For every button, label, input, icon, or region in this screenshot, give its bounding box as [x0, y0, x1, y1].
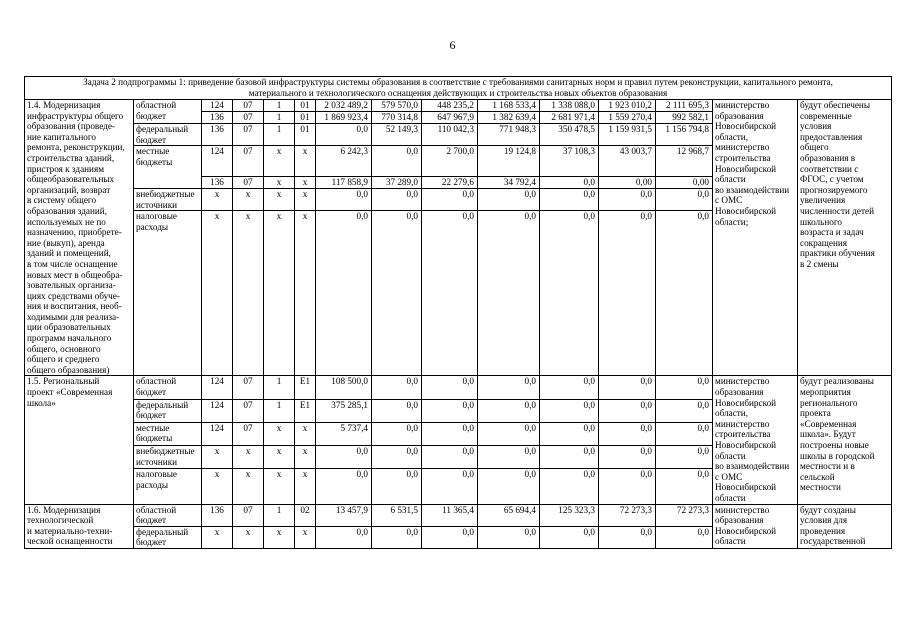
amount-cell: 0,0 — [316, 445, 372, 468]
amount-cell: 0,00 — [656, 177, 713, 189]
amount-cell: 579 570,0 — [372, 100, 422, 112]
code-cell-c3: x — [264, 469, 295, 505]
amount-cell: 0,0 — [316, 526, 372, 548]
executor: министерство образования Новосибирской области, министерство строительства Новосибирской области во взаимодействии с ОМС Новосибирской области; — [713, 100, 798, 376]
amount-cell: 12 968,7 — [656, 146, 713, 177]
code-cell-c1: 124 — [202, 100, 233, 112]
table-row — [25, 376, 892, 399]
code-cell-c3: x — [264, 526, 295, 548]
funding-source: областной бюджет — [134, 376, 202, 399]
amount-cell: 0,0 — [372, 146, 422, 177]
code-cell-c2: 07 — [233, 177, 264, 189]
amount-cell: 22 279,6 — [422, 177, 478, 189]
funding-source: налоговые расходы — [134, 211, 202, 376]
amount-cell: 6 531,5 — [372, 504, 422, 526]
expected-result: будут реализованы мероприятия регионального проекта «Современная школа». Будут построены новые школы в городской местности и в сельской местности — [798, 376, 892, 504]
amount-cell: 0,0 — [656, 469, 713, 505]
amount-cell: 13 457,9 — [316, 504, 372, 526]
code-cell-c1: x — [202, 445, 233, 468]
code-cell-c4: x — [295, 445, 316, 468]
amount-cell: 0,0 — [599, 422, 656, 445]
code-cell-c1: x — [202, 469, 233, 505]
code-cell-c3: x — [264, 422, 295, 445]
amount-cell: 34 792,4 — [478, 177, 540, 189]
amount-cell: 1 382 639,4 — [478, 112, 540, 124]
code-cell-c1: x — [202, 189, 233, 211]
amount-cell: 0,0 — [422, 211, 478, 376]
amount-cell: 0,0 — [422, 469, 478, 505]
expected-result: будут обеспечены современные условия предоставления общего образования в соответствии с ФГОС, с учетом прогнозируемого увеличения численности детей школьного возраста и задач сокращения практики обучения в 2 смены — [798, 100, 892, 376]
amount-cell: 0,0 — [422, 376, 478, 399]
amount-cell: 0,0 — [372, 189, 422, 211]
code-cell-c1: 136 — [202, 504, 233, 526]
code-cell-c3: 1 — [264, 124, 295, 146]
amount-cell: 0,0 — [422, 526, 478, 548]
code-cell-c1: 124 — [202, 376, 233, 399]
amount-cell: 0,0 — [422, 422, 478, 445]
amount-cell: 0,0 — [372, 399, 422, 422]
code-cell-c2: 07 — [233, 504, 264, 526]
amount-cell: 0,0 — [599, 526, 656, 548]
amount-cell: 0,0 — [656, 422, 713, 445]
funding-source: федеральный бюджет — [134, 526, 202, 548]
amount-cell: 0,0 — [422, 445, 478, 468]
task-title-row — [25, 77, 892, 100]
task-title-line1: Задача 2 подпрограммы 1: приведение базовой инфраструктуры системы образования в соответствие с требованиями санитарных норм и правил путем реконструкции, капитального ремонта, — [83, 77, 833, 87]
code-cell-c2: 07 — [233, 124, 264, 146]
code-cell-c1: 136 — [202, 124, 233, 146]
code-cell-c2: 07 — [233, 100, 264, 112]
code-cell-c1: 124 — [202, 422, 233, 445]
amount-cell: 0,0 — [478, 399, 540, 422]
code-cell-c2: x — [233, 211, 264, 376]
amount-cell: 65 694,4 — [478, 504, 540, 526]
code-cell-c1: 136 — [202, 177, 233, 189]
amount-cell: 1 159 931,5 — [599, 124, 656, 146]
amount-cell: 0,0 — [656, 526, 713, 548]
amount-cell: 2 032 489,2 — [316, 100, 372, 112]
code-cell-c4: E1 — [295, 376, 316, 399]
program-table — [24, 76, 892, 549]
code-cell-c4: x — [295, 526, 316, 548]
code-cell-c2: x — [233, 469, 264, 505]
code-cell-c4: x — [295, 177, 316, 189]
code-cell-c3: x — [264, 211, 295, 376]
code-cell-c3: x — [264, 445, 295, 468]
task-title — [25, 77, 892, 100]
funding-source: областной бюджет — [134, 504, 202, 526]
funding-source: внебюджетные источники — [134, 445, 202, 468]
amount-cell: 0,0 — [540, 422, 599, 445]
amount-cell: 0,0 — [540, 189, 599, 211]
funding-source: внебюджетные источники — [134, 189, 202, 211]
funding-source: областной бюджет — [134, 100, 202, 124]
code-cell-c2: 07 — [233, 376, 264, 399]
code-cell-c3: x — [264, 146, 295, 177]
amount-cell: 0,0 — [540, 445, 599, 468]
amount-cell: 0,0 — [478, 376, 540, 399]
amount-cell: 0,0 — [599, 211, 656, 376]
amount-cell: 0,0 — [656, 189, 713, 211]
amount-cell: 0,0 — [478, 469, 540, 505]
amount-cell: 0,0 — [422, 399, 478, 422]
code-cell-c3: 1 — [264, 376, 295, 399]
expected-result: будут созданы условия для проведения государственной — [798, 504, 892, 548]
amount-cell: 0,0 — [540, 376, 599, 399]
code-cell-c4: x — [295, 146, 316, 177]
funding-source: федеральный бюджет — [134, 399, 202, 422]
amount-cell: 992 582,1 — [656, 112, 713, 124]
amount-cell: 52 149,3 — [372, 124, 422, 146]
amount-cell: 0,0 — [540, 177, 599, 189]
code-cell-c4: 02 — [295, 504, 316, 526]
amount-cell: 110 042,3 — [422, 124, 478, 146]
code-cell-c3: 1 — [264, 399, 295, 422]
amount-cell: 1 923 010,2 — [599, 100, 656, 112]
amount-cell: 0,0 — [540, 211, 599, 376]
code-cell-c4: E1 — [295, 399, 316, 422]
amount-cell: 6 242,3 — [316, 146, 372, 177]
funding-source: местные бюджеты — [134, 422, 202, 445]
code-cell-c2: x — [233, 526, 264, 548]
code-cell-c4: x — [295, 189, 316, 211]
table-row — [25, 504, 892, 526]
funding-source: федеральный бюджет — [134, 124, 202, 146]
code-cell-c2: 07 — [233, 146, 264, 177]
amount-cell: 37 289,0 — [372, 177, 422, 189]
amount-cell: 0,0 — [478, 445, 540, 468]
amount-cell: 0,0 — [656, 376, 713, 399]
code-cell-c2: 07 — [233, 422, 264, 445]
amount-cell: 0,0 — [540, 469, 599, 505]
amount-cell: 72 273,3 — [599, 504, 656, 526]
code-cell-c1: x — [202, 526, 233, 548]
executor: министерство образования Новосибирской области — [713, 504, 798, 548]
code-cell-c4: x — [295, 422, 316, 445]
amount-cell: 770 314,8 — [372, 112, 422, 124]
code-cell-c1: 136 — [202, 112, 233, 124]
amount-cell: 0,0 — [316, 189, 372, 211]
code-cell-c3: 1 — [264, 112, 295, 124]
amount-cell: 448 235,2 — [422, 100, 478, 112]
measure-name: 1.4. Модернизация инфраструктуры общего образования (проведе- ние капитального ремонта, реконструкции, строительства зданий, пристроя к зданиям общеобразовательных организаций, возврат в систему общего образования зданий, используемых не по назначению, приобрете- ние (выкуп), аренда зданий и помещений, в том числе оснащение новых мест в общеобра- зовательных организа- циях средствами обуче- ния и воспитания, необ- ходимыми для реализа- ции образовательных программ начального общего, основного общего и среднего общего образования) — [25, 100, 134, 376]
page-number: 6 — [449, 38, 456, 52]
amount-cell: 19 124,8 — [478, 146, 540, 177]
amount-cell: 0,0 — [599, 399, 656, 422]
amount-cell: 0,0 — [478, 422, 540, 445]
amount-cell: 0,0 — [599, 189, 656, 211]
amount-cell: 0,0 — [599, 445, 656, 468]
amount-cell: 0,0 — [316, 124, 372, 146]
amount-cell: 0,0 — [540, 399, 599, 422]
task-title-line2: материального и технологического оснащения действующих и строительства новых объектов образования — [248, 88, 668, 98]
amount-cell: 0,0 — [478, 189, 540, 211]
amount-cell: 0,0 — [478, 526, 540, 548]
amount-cell: 0,0 — [599, 376, 656, 399]
amount-cell: 0,00 — [599, 177, 656, 189]
amount-cell: 43 003,7 — [599, 146, 656, 177]
amount-cell: 0,0 — [372, 526, 422, 548]
code-cell-c3: x — [264, 177, 295, 189]
code-cell-c3: 1 — [264, 504, 295, 526]
amount-cell: 5 737,4 — [316, 422, 372, 445]
amount-cell: 0,0 — [372, 211, 422, 376]
amount-cell: 0,0 — [372, 445, 422, 468]
amount-cell: 647 967,9 — [422, 112, 478, 124]
amount-cell: 11 365,4 — [422, 504, 478, 526]
amount-cell: 37 108,3 — [540, 146, 599, 177]
amount-cell: 771 948,3 — [478, 124, 540, 146]
amount-cell: 0,0 — [372, 376, 422, 399]
code-cell-c4: x — [295, 469, 316, 505]
amount-cell: 0,0 — [372, 422, 422, 445]
amount-cell: 125 323,3 — [540, 504, 599, 526]
amount-cell: 1 168 533,4 — [478, 100, 540, 112]
amount-cell: 0,0 — [656, 399, 713, 422]
code-cell-c3: x — [264, 189, 295, 211]
amount-cell: 2 700,0 — [422, 146, 478, 177]
funding-source: местные бюджеты — [134, 146, 202, 189]
code-cell-c1: 124 — [202, 146, 233, 177]
code-cell-c4: 01 — [295, 112, 316, 124]
code-cell-c2: 07 — [233, 112, 264, 124]
amount-cell: 72 273,3 — [656, 504, 713, 526]
amount-cell: 0,0 — [372, 469, 422, 505]
amount-cell: 0,0 — [540, 526, 599, 548]
code-cell-c2: x — [233, 189, 264, 211]
amount-cell: 350 478,5 — [540, 124, 599, 146]
code-cell-c4: 01 — [295, 100, 316, 112]
measure-name: 1.5. Региональный проект «Современная школа» — [25, 376, 134, 504]
amount-cell: 1 338 088,0 — [540, 100, 599, 112]
table-row — [25, 100, 892, 112]
amount-cell: 0,0 — [478, 211, 540, 376]
amount-cell: 2 111 695,3 — [656, 100, 713, 112]
amount-cell: 1 559 270,4 — [599, 112, 656, 124]
code-cell-c1: x — [202, 211, 233, 376]
amount-cell: 375 285,1 — [316, 399, 372, 422]
code-cell-c2: x — [233, 445, 264, 468]
amount-cell: 0,0 — [599, 469, 656, 505]
amount-cell: 1 869 923,4 — [316, 112, 372, 124]
code-cell-c4: x — [295, 211, 316, 376]
funding-source: налоговые расходы — [134, 469, 202, 505]
amount-cell: 0,0 — [316, 469, 372, 505]
amount-cell: 0,0 — [656, 211, 713, 376]
executor: министерство образования Новосибирской области, министерство строительства Новосибирской области во взаимодействии с ОМС Новосибирской области — [713, 376, 798, 504]
amount-cell: 117 858,9 — [316, 177, 372, 189]
code-cell-c3: 1 — [264, 100, 295, 112]
code-cell-c1: 124 — [202, 399, 233, 422]
amount-cell: 2 681 971,4 — [540, 112, 599, 124]
amount-cell: 0,0 — [422, 189, 478, 211]
code-cell-c4: 01 — [295, 124, 316, 146]
amount-cell: 0,0 — [656, 445, 713, 468]
measure-name: 1.6. Модернизация технологической и материально-техни- ческой оснащенности — [25, 504, 134, 548]
amount-cell: 108 500,0 — [316, 376, 372, 399]
code-cell-c2: 07 — [233, 399, 264, 422]
amount-cell: 0,0 — [316, 211, 372, 376]
amount-cell: 1 156 794,8 — [656, 124, 713, 146]
